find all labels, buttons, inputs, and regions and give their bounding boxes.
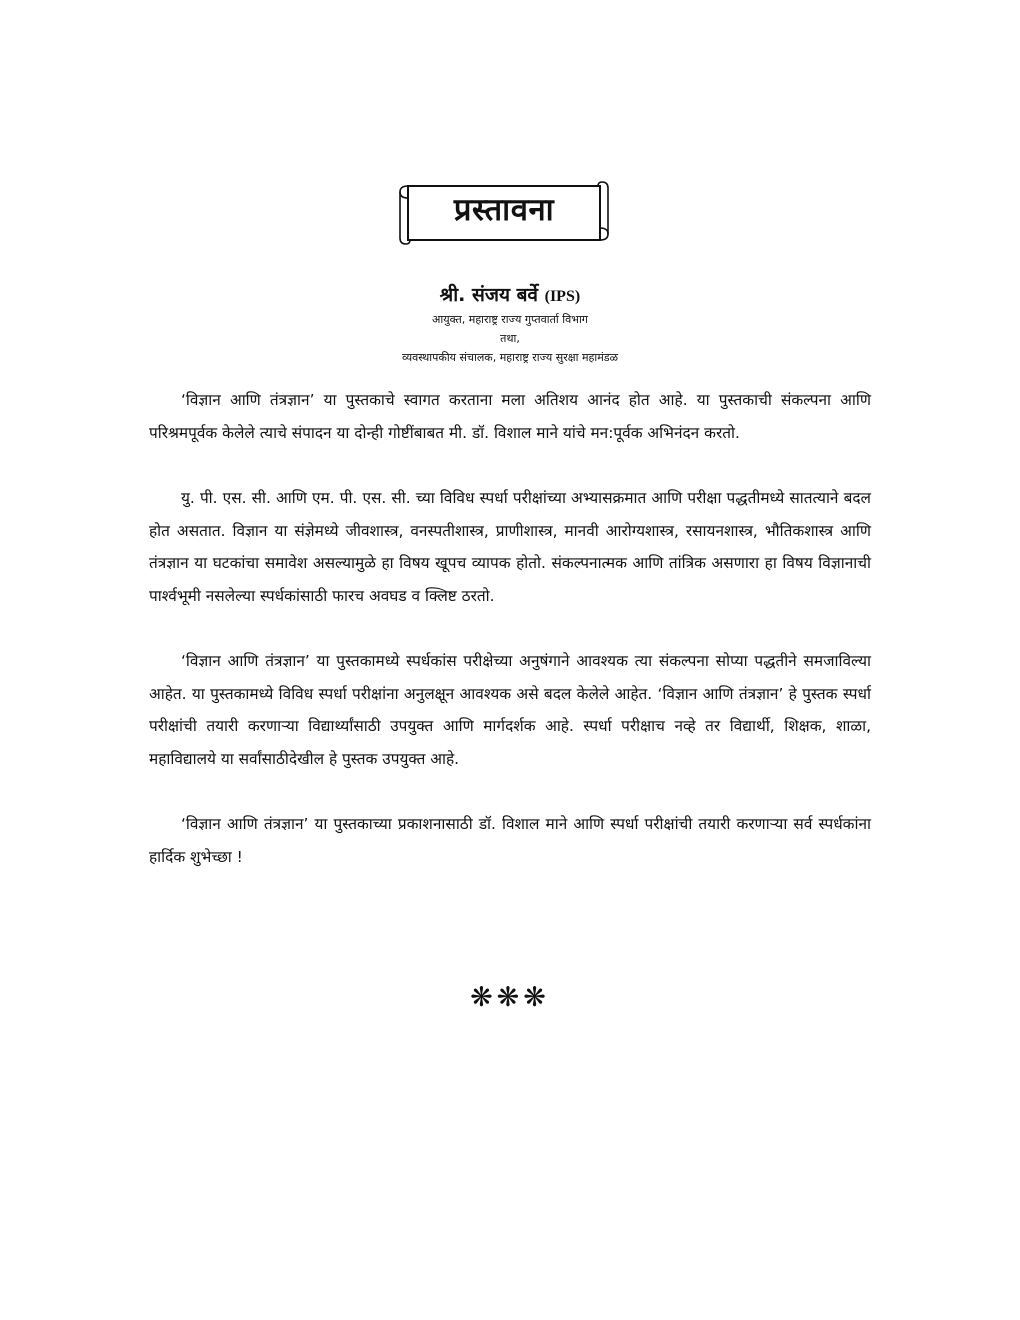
author-name: श्री. संजय बर्वे [439,284,538,306]
preface-body [149,384,871,906]
title-scroll-banner [396,178,612,248]
paragraph-2: यु. पी. एस. सी. आणि एम. पी. एस. सी. च्या विविध स्पर्धा परीक्षांच्या अभ्यासक्रमात आणि परीक्षा पद्धतीमध्ये सातत्याने बदल होत असतात. विज्ञान या संज्ञेमध्ये जीवशास्त्र, वनस्पतीशास्त्र, प्राणीशास्त्र, मानवी आरोग्यशास्त्र, रसायनशास्त्र, भौतिकशास्त्र आणि तंत्रज्ञान या घटकांचा समावेश असल्यामुळे हा विषय खूपच व्यापक होतो. संकल्पनात्मक आणि तांत्रिक असणारा हा विषय विज्ञानाची पार्श्वभूमी नसलेल्या स्पर्धकांसाठी फारच अवघड व क्लिष्ट ठरतो. [149,489,871,605]
author-suffix: (IPS) [544,288,581,305]
author-designation-1: आयुक्त, महाराष्ट्र राज्य गुप्तवार्ता विभाग [431,313,588,326]
author-block [0,282,1020,367]
paragraph-4: ‘विज्ञान आणि तंत्रज्ञान’ या पुस्तकाच्या प्रकाशनासाठी डॉ. विशाल माने आणि स्पर्धा परीक्षांची तयारी करणाऱ्या सर्व स्पर्धकांना हार्दिक शुभेच्छा ! [149,815,871,866]
paragraph-3: ‘विज्ञान आणि तंत्रज्ञान’ या पुस्तकामध्ये स्पर्धकांस परीक्षेच्या अनुषंगाने आवश्यक त्या संकल्पना सोप्या पद्धतीने समजाविल्या आहेत. या पुस्तकामध्ये विविध स्पर्धा परीक्षांना अनुलक्षून आवश्यक असे बदल केलेले आहेत. ‘विज्ञान आणि तंत्रज्ञान’ हे पुस्तक स्पर्धा परीक्षांची तयारी करणाऱ्या विद्यार्थ्यांसाठी उपयुक्त आणि मार्गदर्शक आहे. स्पर्धा परीक्षाच नव्हे तर विद्यार्थी, शिक्षक, शाळा, महाविद्यालये या सर्वांसाठीदेखील हे पुस्तक उपयुक्त आहे. [149,652,871,768]
author-designation-2: व्यवस्थापकीय संचालक, महाराष्ट्र राज्य सुरक्षा महामंडळ [401,351,619,364]
page-title: प्रस्तावना [453,192,555,228]
author-heading [0,282,1020,310]
author-conjunction: तथा, [500,332,520,345]
ornament-asterisks: ❋❋❋ [470,982,550,1013]
paragraph-1: ‘विज्ञान आणि तंत्रज्ञान’ या पुस्तकाचे स्वागत करताना मला अतिशय आनंद होत आहे. या पुस्तकाची संकल्पना आणि परिश्रमपूर्वक केलेले त्याचे संपादन या दोन्ही गोष्टींबाबत मी. डॉ. विशाल माने यांचे मन:पूर्वक अभिनंदन करतो. [149,391,871,442]
